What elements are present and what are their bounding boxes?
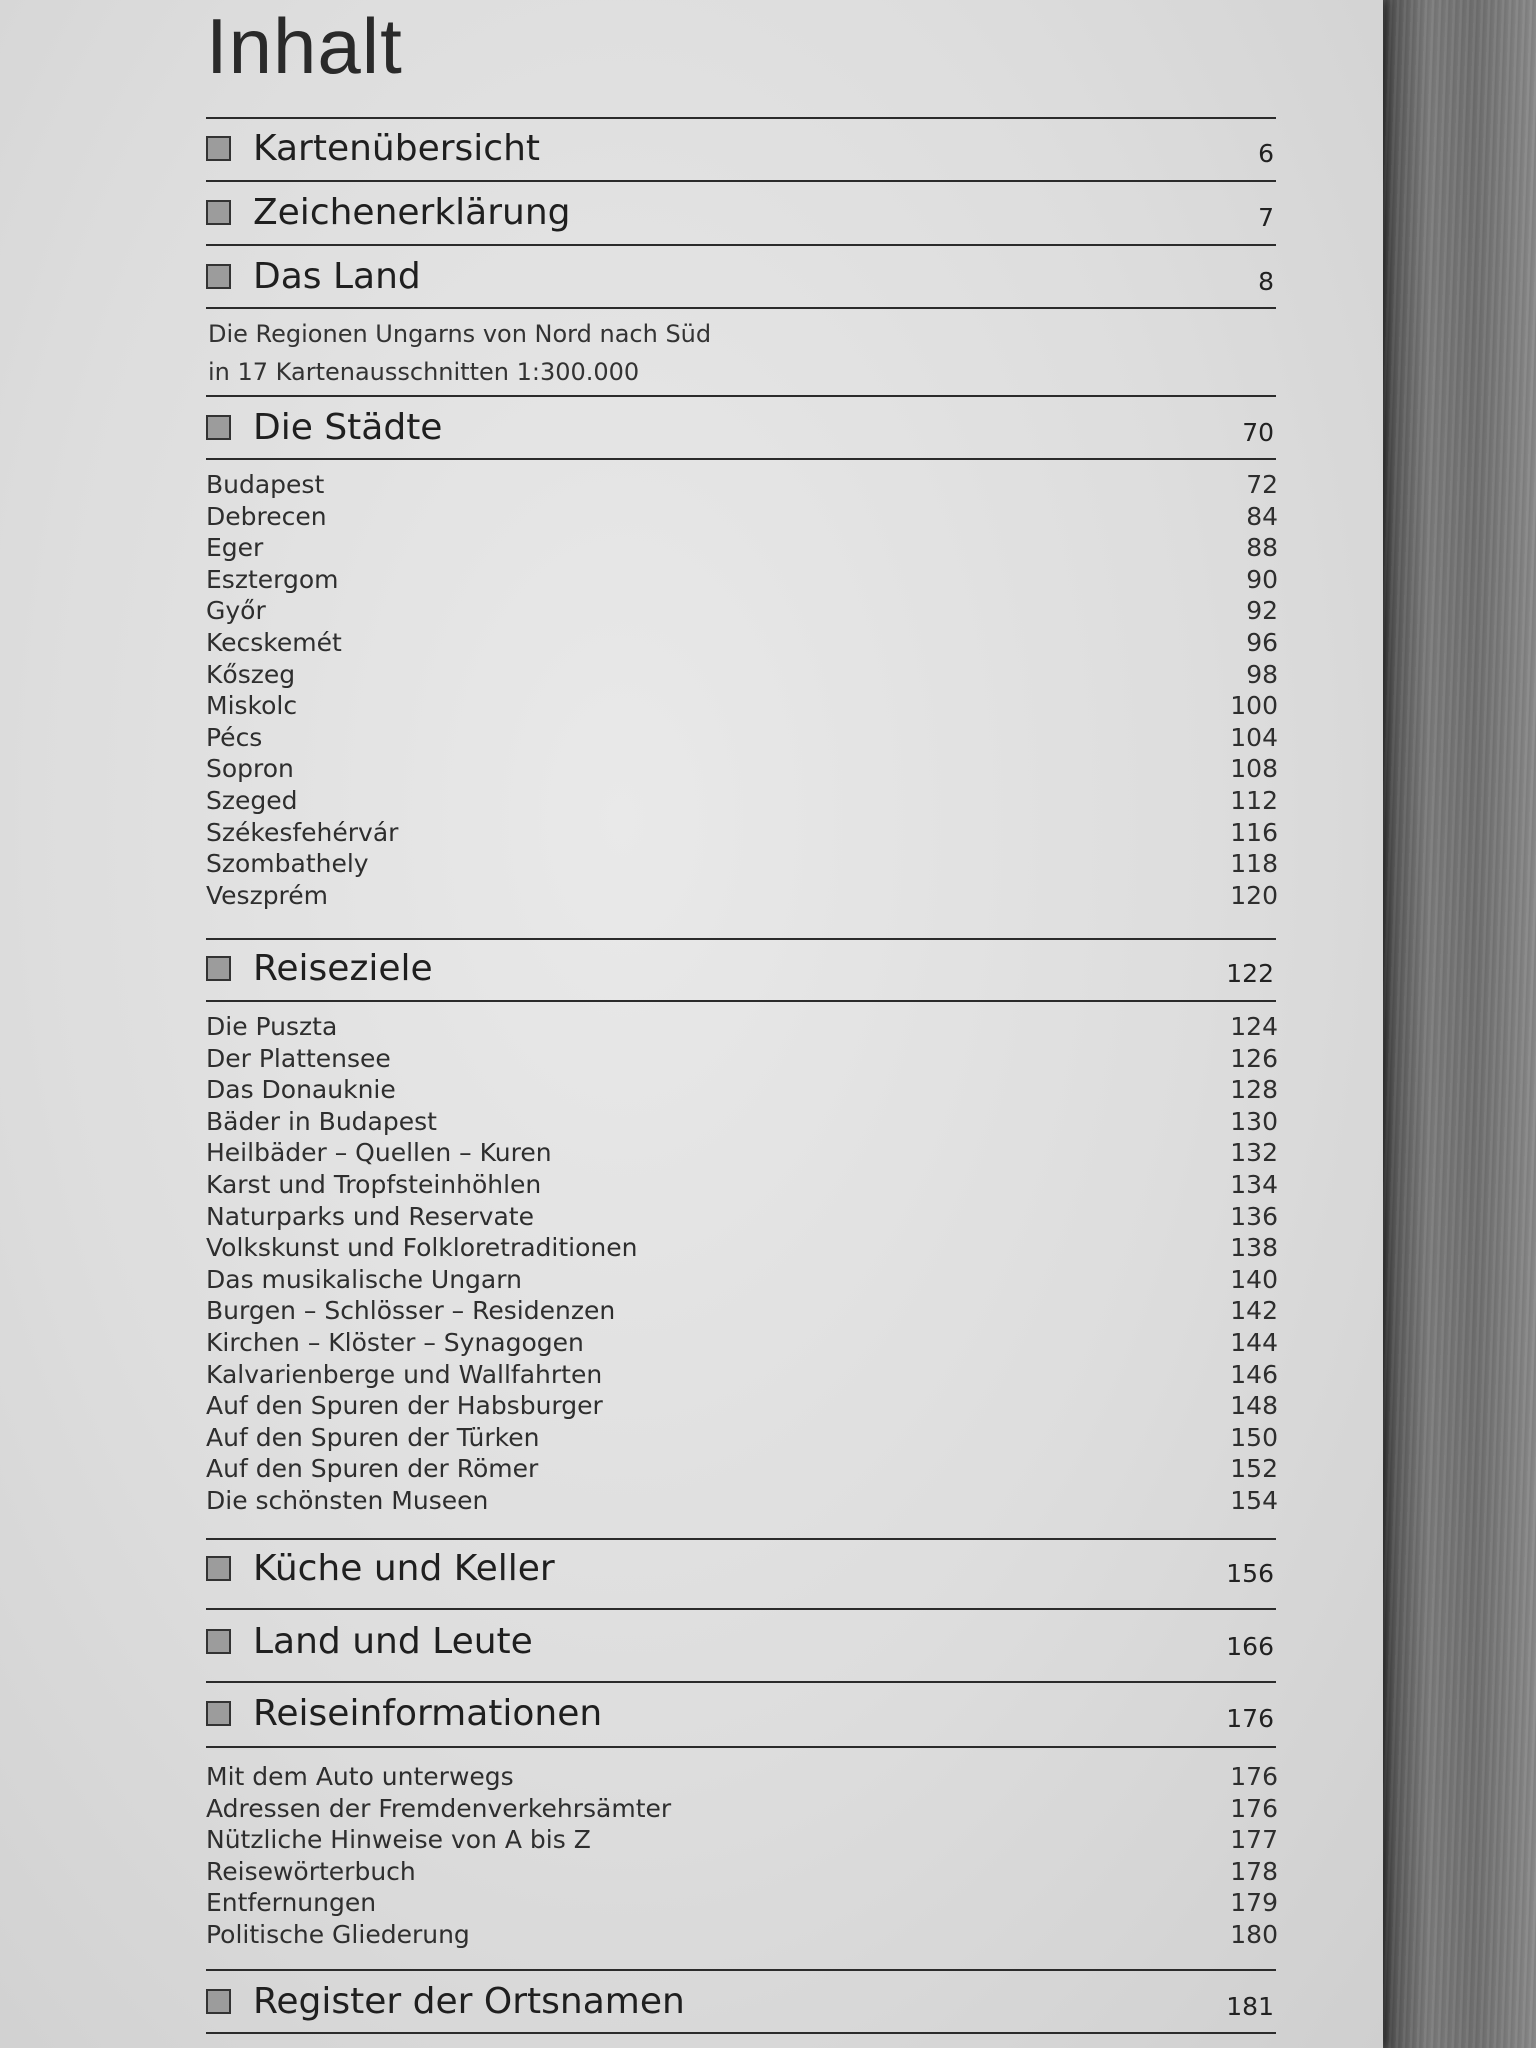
entry-title: Szeged (206, 786, 298, 815)
entry-title: Bäder in Budapest (206, 1106, 437, 1136)
square-bullet-icon (206, 1701, 231, 1726)
section-title: Register der Ortsnamen (253, 1980, 685, 2022)
entry-page: 180 (1230, 1920, 1278, 1949)
entry-title: Adressen der Fremdenverkehrsämter (206, 1793, 672, 1823)
toc-entry[interactable] (206, 1794, 1278, 1826)
section-page: 6 (1258, 138, 1274, 168)
entry-title: Kőszeg (206, 659, 296, 689)
section-page: 70 (1242, 417, 1274, 447)
toc-entry[interactable] (206, 1012, 1278, 1044)
toc-section-die-staedte[interactable] (206, 402, 1274, 452)
divider (206, 1969, 1276, 1971)
entry-page: 138 (1230, 1233, 1278, 1263)
entry-title: Eger (206, 533, 264, 563)
toc-section-kueche-und-keller[interactable] (206, 1543, 1274, 1593)
entry-page: 112 (1230, 786, 1278, 815)
entry-title: Politische Gliederung (206, 1920, 470, 1949)
section-page: 8 (1258, 266, 1274, 296)
toc-entry[interactable] (206, 754, 1278, 786)
square-bullet-icon (206, 1556, 231, 1581)
entry-page: 108 (1230, 754, 1278, 784)
toc-entry[interactable] (206, 1762, 1278, 1794)
toc-entry[interactable] (206, 723, 1278, 755)
entry-title: Naturparks und Reservate (206, 1201, 534, 1231)
divider (206, 1608, 1276, 1610)
entry-title: Kalvarienberge und Wallfahrten (206, 1359, 603, 1389)
toc-section-zeichenerklaerung[interactable] (206, 187, 1274, 237)
entry-title: Die Puszta (206, 1012, 338, 1041)
divider (206, 117, 1276, 119)
entry-page: 177 (1230, 1825, 1278, 1855)
toc-entry[interactable] (206, 1075, 1278, 1107)
entry-page: 132 (1230, 1138, 1278, 1168)
entry-page: 179 (1230, 1888, 1278, 1918)
toc-entry[interactable] (206, 1825, 1278, 1857)
entry-page: 154 (1230, 1486, 1278, 1515)
entry-page: 98 (1246, 659, 1278, 689)
square-bullet-icon (206, 956, 231, 981)
toc-entry[interactable] (206, 849, 1278, 881)
entry-title: Miskolc (206, 691, 298, 721)
entry-page: 90 (1246, 564, 1278, 594)
entry-title: Reisewörterbuch (206, 1856, 416, 1886)
square-bullet-icon (206, 1629, 231, 1654)
entry-page: 150 (1230, 1422, 1278, 1452)
section-title: Das Land (253, 255, 421, 297)
entry-page: 96 (1246, 628, 1278, 657)
entry-page: 128 (1230, 1075, 1278, 1105)
toc-entry[interactable] (206, 565, 1278, 597)
square-bullet-icon (206, 264, 231, 289)
divider (206, 395, 1276, 397)
divider (206, 1746, 1276, 1748)
entry-page: 144 (1230, 1328, 1278, 1357)
toc-entry[interactable] (206, 533, 1278, 565)
toc-entry[interactable] (206, 786, 1278, 818)
divider (206, 307, 1276, 309)
square-bullet-icon (206, 200, 231, 225)
toc-section-land-und-leute[interactable] (206, 1616, 1274, 1666)
entry-page: 120 (1230, 880, 1278, 910)
entry-page: 178 (1230, 1856, 1278, 1886)
toc-entry[interactable] (206, 1486, 1278, 1518)
entry-page: 134 (1230, 1170, 1278, 1199)
toc-entry[interactable] (206, 1360, 1278, 1392)
entry-title: Entfernungen (206, 1888, 377, 1918)
entry-title: Esztergom (206, 564, 339, 594)
toc-entry[interactable] (206, 1454, 1278, 1486)
entry-title: Karst und Tropfsteinhöhlen (206, 1170, 542, 1199)
entry-title: Sopron (206, 754, 294, 784)
toc-entry[interactable] (206, 1888, 1278, 1920)
entry-page: 72 (1246, 470, 1278, 499)
toc-entry[interactable] (206, 470, 1278, 502)
toc-entry[interactable] (206, 1328, 1278, 1360)
section-title: Küche und Keller (253, 1547, 555, 1589)
toc-entry[interactable] (206, 1920, 1278, 1952)
divider (206, 938, 1276, 940)
divider (206, 180, 1276, 182)
entry-title: Volkskunst und Folkloretraditionen (206, 1233, 638, 1263)
section-title: Kartenübersicht (253, 127, 541, 169)
toc-entry[interactable] (206, 660, 1278, 692)
toc-entry[interactable] (206, 1107, 1278, 1139)
toc-section-reiseziele[interactable] (206, 943, 1274, 993)
toc-section-das-land[interactable] (206, 251, 1274, 301)
entry-title: Mit dem Auto unterwegs (206, 1762, 514, 1791)
toc-entry[interactable] (206, 1170, 1278, 1202)
entry-page: 130 (1230, 1106, 1278, 1136)
entry-page: 126 (1230, 1043, 1278, 1073)
entry-title: Debrecen (206, 501, 327, 531)
entry-page: 104 (1230, 722, 1278, 752)
entry-page: 176 (1230, 1762, 1278, 1791)
section-title: Zeichenerklärung (253, 191, 571, 233)
entry-title: Heilbäder – Quellen – Kuren (206, 1138, 552, 1168)
toc-entry[interactable] (206, 1391, 1278, 1423)
entry-title: Auf den Spuren der Römer (206, 1454, 539, 1484)
toc-section-kartenuebersicht[interactable] (206, 123, 1274, 173)
entry-title: Székesfehérvár (206, 817, 399, 847)
entry-title: Budapest (206, 470, 325, 499)
toc-entry[interactable] (206, 1138, 1278, 1170)
entry-title: Auf den Spuren der Türken (206, 1422, 540, 1452)
entry-page: 100 (1230, 691, 1278, 721)
toc-entry[interactable] (206, 691, 1278, 723)
entry-page: 146 (1230, 1359, 1278, 1389)
section-page: 181 (1226, 1991, 1274, 2021)
entry-page: 118 (1230, 849, 1278, 879)
entry-page: 148 (1230, 1391, 1278, 1421)
divider (206, 458, 1276, 460)
toc-entry[interactable] (206, 1296, 1278, 1328)
section-page: 166 (1226, 1631, 1274, 1661)
entry-title: Kirchen – Klöster – Synagogen (206, 1328, 584, 1357)
entry-title: Nützliche Hinweise von A bis Z (206, 1825, 591, 1855)
entry-page: 84 (1246, 501, 1278, 531)
entry-title: Pécs (206, 722, 263, 752)
entry-page: 176 (1230, 1793, 1278, 1823)
section-page: 156 (1226, 1558, 1274, 1588)
section-title: Reiseinformationen (253, 1692, 603, 1734)
divider (206, 1681, 1276, 1683)
entry-page: 136 (1230, 1201, 1278, 1231)
entry-title: Der Plattensee (206, 1043, 391, 1073)
toc-section-register[interactable] (206, 1976, 1274, 2026)
wooden-surface (1383, 0, 1536, 2048)
entry-title: Burgen – Schlösser – Residenzen (206, 1296, 616, 1326)
toc-entry[interactable] (206, 1202, 1278, 1234)
divider (206, 244, 1276, 246)
description-line: Die Regionen Ungarns von Nord nach Süd (208, 320, 712, 348)
entry-title: Das musikalische Ungarn (206, 1264, 522, 1294)
toc-entry[interactable] (206, 1857, 1278, 1889)
entry-page: 140 (1230, 1264, 1278, 1294)
das-land-description (208, 315, 711, 391)
section-title: Die Städte (253, 406, 443, 448)
square-bullet-icon (206, 136, 231, 161)
entry-title: Kecskemét (206, 628, 342, 657)
toc-entry[interactable] (206, 1233, 1278, 1265)
entry-page: 152 (1230, 1454, 1278, 1484)
entry-page: 142 (1230, 1296, 1278, 1326)
section-page: 122 (1226, 958, 1274, 988)
entry-title: Szombathely (206, 849, 369, 879)
toc-entry[interactable] (206, 1044, 1278, 1076)
toc-entry[interactable] (206, 502, 1278, 534)
divider (206, 1538, 1276, 1540)
divider (206, 1000, 1276, 1002)
entry-title: Győr (206, 596, 266, 626)
square-bullet-icon (206, 1989, 231, 2014)
toc-entry[interactable] (206, 881, 1278, 913)
entry-title: Veszprém (206, 880, 329, 910)
toc-section-reiseinformationen[interactable] (206, 1688, 1274, 1738)
entry-title: Auf den Spuren der Habsburger (206, 1391, 603, 1421)
toc-entry[interactable] (206, 596, 1278, 628)
page-title: Inhalt (206, 2, 403, 90)
square-bullet-icon (206, 415, 231, 440)
entry-page: 124 (1230, 1012, 1278, 1041)
divider (206, 2032, 1276, 2034)
section-page: 7 (1258, 202, 1274, 232)
section-title: Land und Leute (253, 1620, 533, 1662)
entry-page: 88 (1246, 533, 1278, 563)
section-page: 176 (1226, 1703, 1274, 1733)
toc-entry[interactable] (206, 1423, 1278, 1455)
entry-title: Das Donauknie (206, 1075, 396, 1105)
entry-page: 116 (1230, 817, 1278, 847)
toc-entry[interactable] (206, 628, 1278, 660)
entry-title: Die schönsten Museen (206, 1486, 489, 1515)
toc-entry[interactable] (206, 818, 1278, 850)
toc-entry[interactable] (206, 1265, 1278, 1297)
section-title: Reiseziele (253, 947, 433, 989)
entry-page: 92 (1246, 596, 1278, 626)
description-line: in 17 Kartenausschnitten 1:300.000 (208, 358, 640, 386)
